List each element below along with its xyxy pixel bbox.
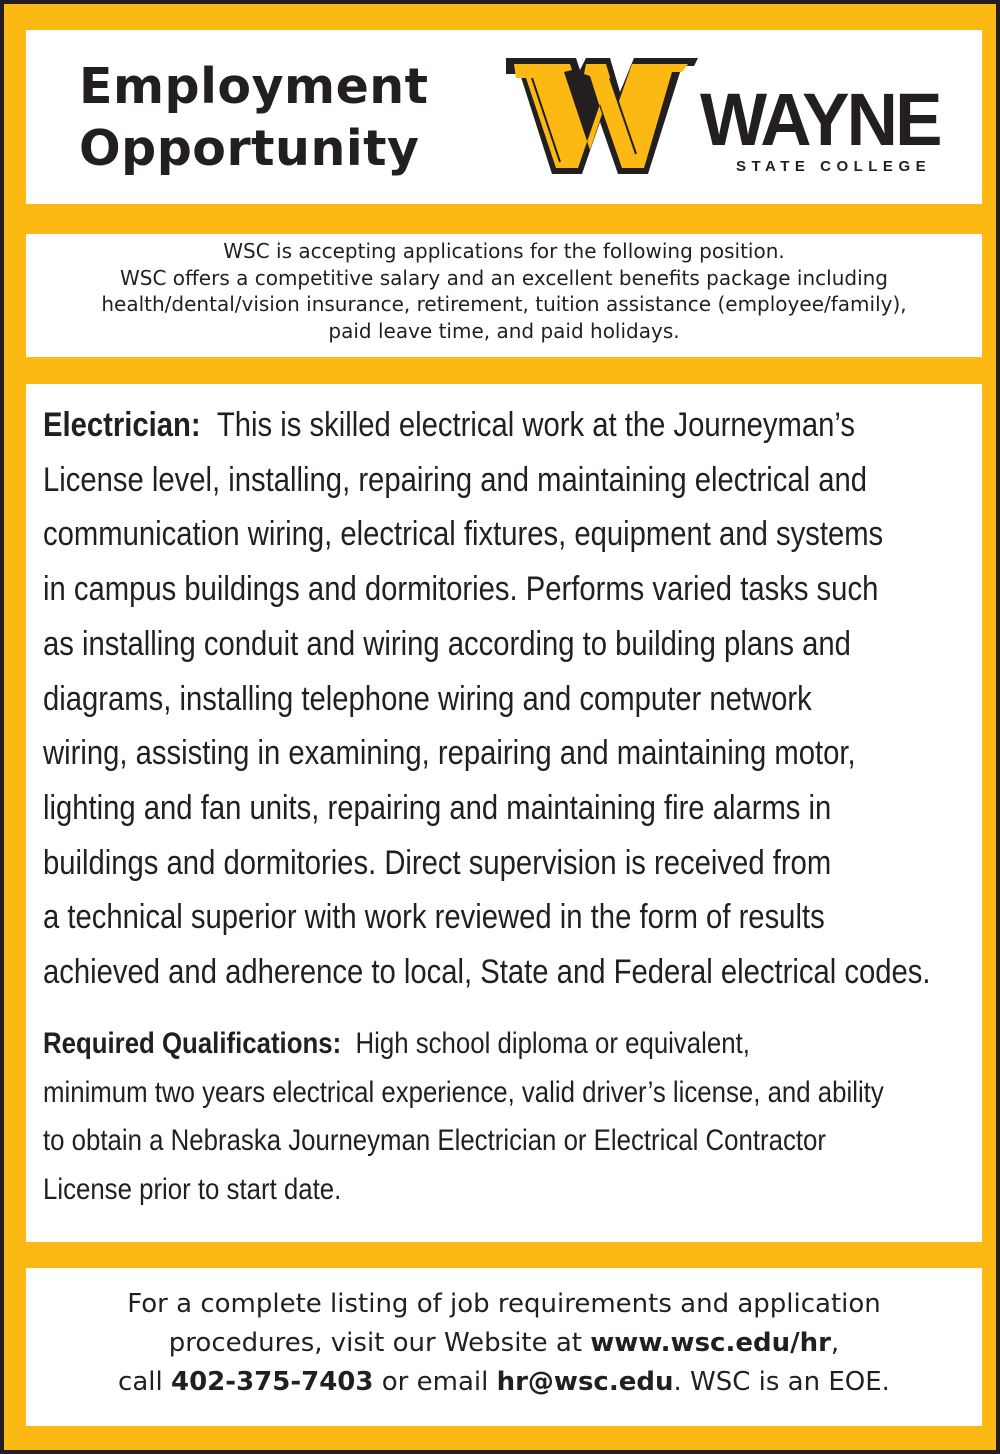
logo-wordmark bbox=[700, 78, 950, 175]
job-line: in campus buildings and dormitories. Performs varied tasks such bbox=[43, 570, 879, 609]
job-line: License level, installing, repairing and maintaining electrical and bbox=[43, 460, 868, 499]
phone-number[interactable]: 402-375-7403 bbox=[171, 1367, 374, 1397]
page-title bbox=[79, 56, 429, 180]
contact-line: For a complete listing of job requirements and application bbox=[127, 1289, 881, 1319]
website-link[interactable]: www.wsc.edu/hr bbox=[590, 1328, 831, 1358]
intro-text bbox=[26, 238, 982, 344]
contact-text-fragment: procedures, visit our Website at bbox=[168, 1328, 591, 1358]
job-line: wiring, assisting in examining, repairing and maintaining motor, bbox=[43, 734, 856, 773]
job-line: buildings and dormitories. Direct supervision is received from bbox=[43, 843, 832, 882]
contact-text bbox=[26, 1285, 982, 1402]
contact-panel bbox=[26, 1268, 982, 1426]
title-line-2: Opportunity bbox=[79, 120, 420, 177]
job-line-text: This is skilled electrical work at the Journeyman’s bbox=[216, 406, 856, 444]
job-description-panel bbox=[26, 384, 982, 1242]
intro-line: WSC offers a competitive salary and an excellent benefits package including bbox=[119, 265, 889, 290]
intro-line: WSC is accepting applications for the following position. bbox=[223, 239, 785, 263]
quals-line: License prior to start date. bbox=[43, 1172, 342, 1206]
required-qualifications bbox=[43, 1020, 884, 1214]
job-line: as installing conduit and wiring according to building plans and bbox=[43, 624, 851, 663]
quals-line: to obtain a Nebraska Journeyman Electrician or Electrical Contractor bbox=[43, 1124, 826, 1157]
logo-wayne-text: WAYNE bbox=[700, 78, 940, 161]
job-line: diagrams, installing telephone wiring and computer network bbox=[43, 679, 812, 718]
intro-panel bbox=[26, 234, 982, 357]
contact-text-fragment: . WSC is an EOE. bbox=[673, 1367, 890, 1397]
logo-subtitle-text: STATE COLLEGE bbox=[736, 158, 932, 175]
contact-text-fragment: or email bbox=[373, 1367, 497, 1397]
intro-line: health/dental/vision insurance, retirement, tuition assistance (employee/family), bbox=[101, 292, 907, 316]
contact-line bbox=[26, 1324, 982, 1363]
job-line: a technical superior with work reviewed in the form of results bbox=[43, 898, 825, 937]
job-line: lighting and fan units, repairing and maintaining fire alarms in bbox=[43, 788, 832, 827]
quals-line-text: High school diploma or equivalent, bbox=[355, 1027, 750, 1060]
quals-line bbox=[43, 1020, 980, 1069]
qualifications-label: Required Qualifications: bbox=[43, 1027, 342, 1060]
email-link[interactable]: hr@wsc.edu bbox=[496, 1367, 674, 1397]
title-line-1: Employment bbox=[79, 58, 429, 115]
contact-text-fragment: call bbox=[118, 1367, 171, 1397]
header-panel bbox=[26, 30, 982, 204]
contact-line bbox=[26, 1363, 982, 1402]
quals-line: minimum two years electrical experience, valid driver’s license, and ability bbox=[43, 1075, 884, 1109]
job-line: communication wiring, electrical fixtures, equipment and systems bbox=[43, 515, 884, 554]
position-title: Electrician: bbox=[43, 406, 201, 444]
intro-line: paid leave time, and paid holidays. bbox=[328, 318, 680, 343]
job-line: achieved and adherence to local, State and Federal electrical codes. bbox=[43, 953, 931, 992]
job-line bbox=[43, 398, 980, 453]
job-description bbox=[43, 398, 931, 1000]
contact-text-fragment: , bbox=[830, 1328, 840, 1358]
